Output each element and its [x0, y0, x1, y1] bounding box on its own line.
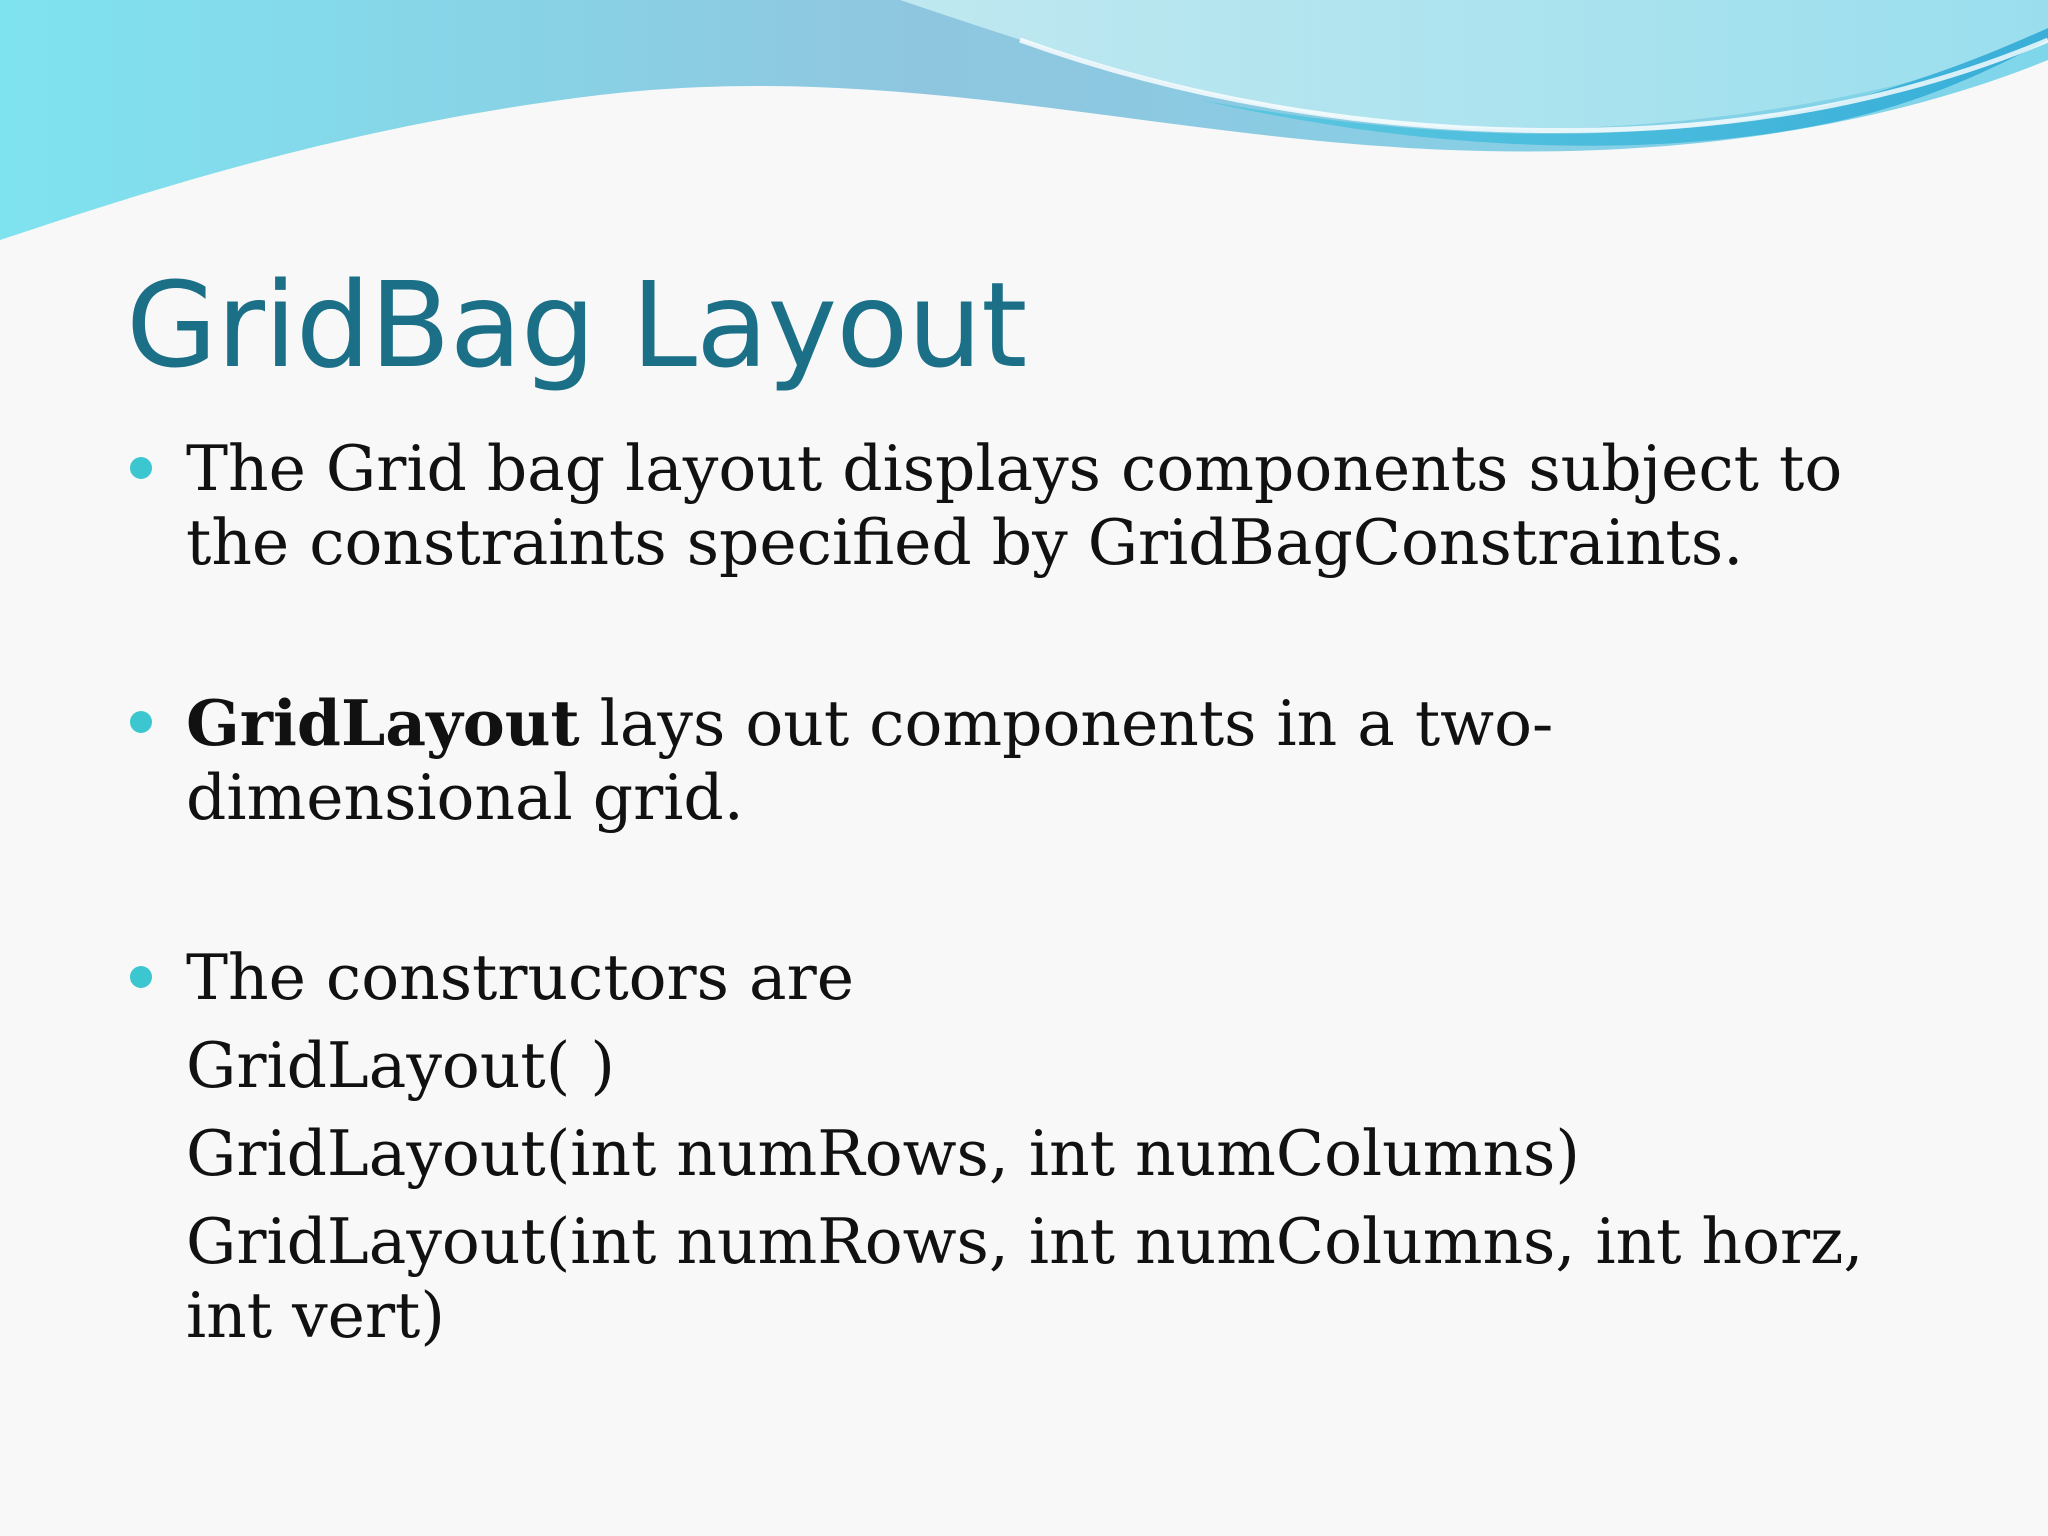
constructor-signature: GridLayout( ): [186, 1029, 615, 1102]
bullet-text: The constructors are: [186, 941, 854, 1014]
bullet-text: The Grid bag layout displays components subject to the constraints specified by GridBagConstraints.: [186, 432, 1843, 579]
bullet-text: [186, 686, 1926, 835]
bullet-dot-icon: [130, 457, 152, 479]
bullet-item: [126, 941, 1926, 1353]
bullet-text-rest: lays out components in a two-dimensional grid.: [186, 687, 1554, 834]
slide-title: GridBag Layout: [126, 256, 1027, 394]
bullet-item: [126, 686, 1926, 835]
bullet-dot-icon: [130, 711, 152, 733]
slide-body: [126, 432, 1926, 1353]
constructor-signature: GridLayout(int numRows, int numColumns): [186, 1117, 1580, 1190]
header-wave-decoration: [0, 0, 2048, 260]
bullet-item: [126, 432, 1926, 580]
bullet-bold-term: GridLayout: [186, 686, 580, 760]
bullet-dot-icon: [130, 966, 152, 988]
constructor-signature: GridLayout(int numRows, int numColumns, int horz, int vert): [186, 1205, 1864, 1352]
